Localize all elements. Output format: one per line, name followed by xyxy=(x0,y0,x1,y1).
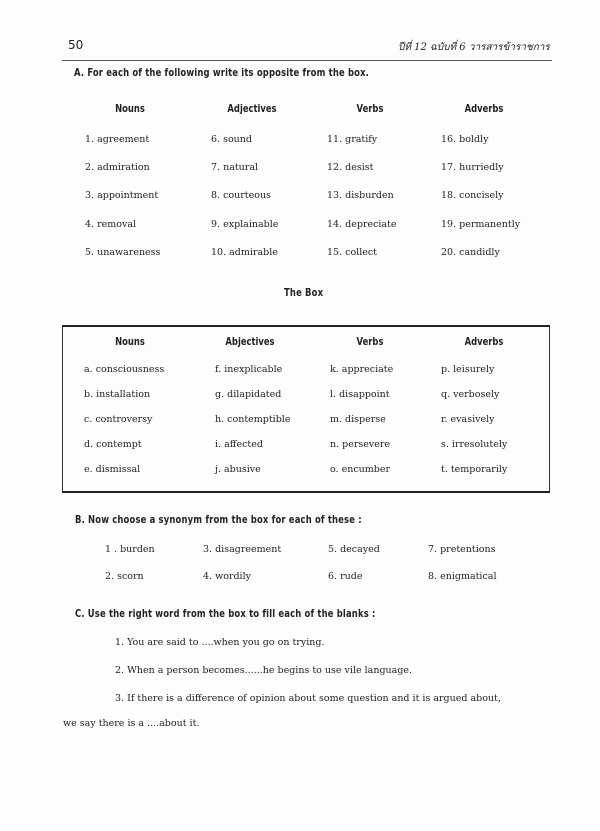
exercise-item: 19. permanently xyxy=(441,219,521,230)
exercise-item: 17. hurriedly xyxy=(441,162,504,173)
exercise-item: 16. boldly xyxy=(441,134,489,145)
box-column-heading: Verbs xyxy=(356,336,384,348)
box-word: j. abusive xyxy=(215,464,261,475)
box-word: n. persevere xyxy=(330,439,391,450)
box-word: m. disperse xyxy=(330,414,386,425)
synonym-item: 1 . burden xyxy=(105,544,155,555)
box-word: t. temporarily xyxy=(441,464,508,475)
exercise-item: 1. agreement xyxy=(85,134,150,145)
exercise-item: 10. admirable xyxy=(211,247,278,258)
exercise-item: 2. admiration xyxy=(85,162,150,173)
exercise-item: 4. removal xyxy=(85,219,137,230)
box-word: c. controversy xyxy=(84,414,153,425)
synonym-item: 7. pretentions xyxy=(428,544,496,555)
synonym-item: 5. decayed xyxy=(328,544,380,555)
section-c-title: C. Use the right word from the box to fill each of the blanks : xyxy=(75,607,376,620)
exercise-item: 6. sound xyxy=(211,134,252,145)
column-heading: Verbs xyxy=(356,103,384,115)
blank-sentence-3-continued: we say there is a ....about it. xyxy=(63,718,200,729)
journal-header: ปีที่ 12 ฉบับที่ 6 วารสารข้าราชการ xyxy=(398,42,550,53)
box-word: s. irresolutely xyxy=(441,439,508,450)
box-column-heading: Abjectives xyxy=(225,336,275,348)
box-word: p. leisurely xyxy=(441,364,495,375)
box-word: l. disappoint xyxy=(330,389,390,400)
exercise-item: 3. appointment xyxy=(85,190,159,201)
box-word: g. dilapidated xyxy=(215,389,282,400)
box-word: f. inexplicable xyxy=(215,364,283,375)
synonym-item: 2. scorn xyxy=(105,571,144,582)
exercise-item: 12. desist xyxy=(327,162,374,173)
box-column-heading: Nouns xyxy=(115,336,145,348)
blank-sentence-2: 2. When a person becomes......he begins to use vile language. xyxy=(115,665,413,676)
synonym-item: 3. disagreement xyxy=(203,544,282,555)
exercise-item: 18. concisely xyxy=(441,190,504,201)
exercise-item: 11. gratify xyxy=(327,134,378,145)
exercise-item: 13. disburden xyxy=(327,190,394,201)
exercise-item: 5. unawareness xyxy=(85,247,161,258)
box-column-heading: Adverbs xyxy=(464,336,504,348)
exercise-item: 8. courteous xyxy=(211,190,271,201)
exercise-item: 14. depreciate xyxy=(327,219,397,230)
page-number: 50 xyxy=(68,38,84,52)
header-rule xyxy=(62,60,552,61)
column-heading: Adverbs xyxy=(464,103,504,115)
exercise-item: 15. collect xyxy=(327,247,378,258)
box-word: q. verbosely xyxy=(441,389,500,400)
blank-sentence-3: 3. If there is a difference of opinion about some question and it is argued about, xyxy=(115,693,501,704)
column-heading: Nouns xyxy=(115,103,145,115)
box-word: a. consciousness xyxy=(84,364,165,375)
box-word: d. contempt xyxy=(84,439,142,450)
box-word: e. dismissal xyxy=(84,464,141,475)
box-title: The Box xyxy=(284,286,324,299)
column-heading: Adjectives xyxy=(227,103,277,115)
section-b-title: B. Now choose a synonym from the box for each of these : xyxy=(75,513,362,526)
box-word: h. contemptible xyxy=(215,414,291,425)
box-word: o. encumber xyxy=(330,464,391,475)
section-a-title: A. For each of the following write its opposite from the box. xyxy=(74,66,370,79)
exercise-item: 20. candidly xyxy=(441,247,500,258)
blank-sentence-1: 1. You are said to ....when you go on trying. xyxy=(115,637,325,648)
box-word: r. evasively xyxy=(441,414,495,425)
synonym-item: 4. wordily xyxy=(203,571,252,582)
synonym-item: 6. rude xyxy=(328,571,363,582)
box-word: k. appreciate xyxy=(330,364,394,375)
box-word: i. affected xyxy=(215,439,263,450)
exercise-item: 7. natural xyxy=(211,162,259,173)
exercise-item: 9. explainable xyxy=(211,219,279,230)
box-word: b. installation xyxy=(84,389,151,400)
synonym-item: 8. enigmatical xyxy=(428,571,497,582)
